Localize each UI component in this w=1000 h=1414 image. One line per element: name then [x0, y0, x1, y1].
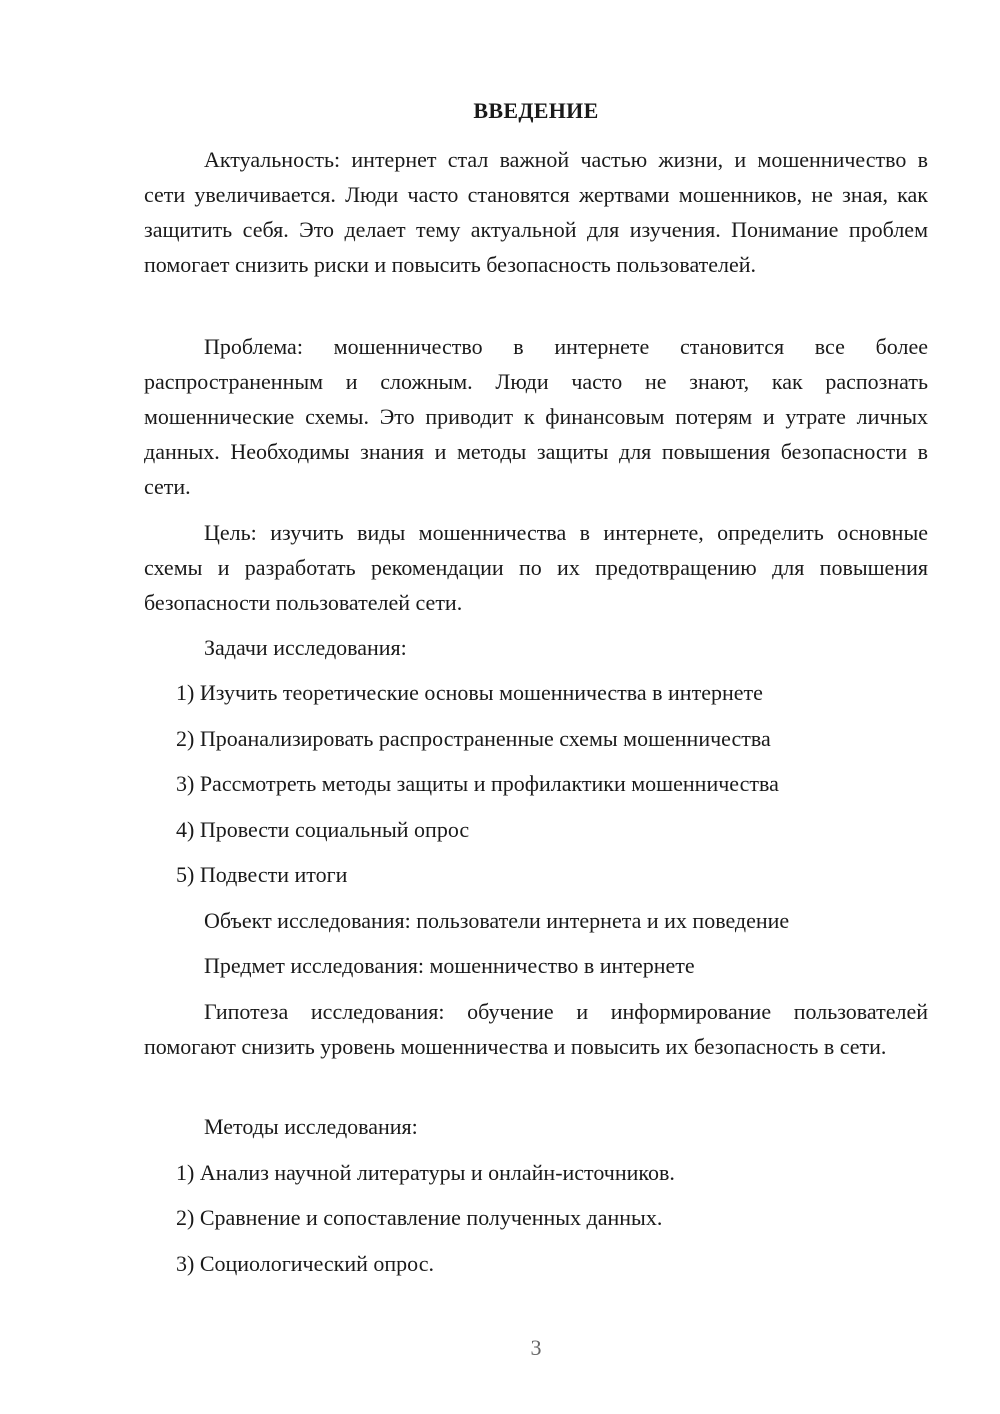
page-number: 3: [530, 1335, 542, 1360]
research-subject: Предмет исследования: мошенничество в интернете: [204, 953, 695, 978]
paragraph-problem: Проблема: мошенничество в интернете становится все более распространенным и сложным. Люди часто не знают, как распознать мошеннические схемы. Это приводит к финансовым потерям и утрате личных данных. Необходимы знания и методы защиты для повышения безопасности в сети.: [144, 334, 928, 499]
task-item: 5) Подвести итоги: [176, 862, 348, 887]
task-item: 4) Провести социальный опрос: [176, 817, 470, 842]
research-object: Объект исследования: пользователи интернета и их поведение: [204, 908, 790, 933]
method-item: 1) Анализ научной литературы и онлайн-источников.: [176, 1160, 675, 1185]
tasks-heading: Задачи исследования:: [204, 635, 407, 660]
task-item: 2) Проанализировать распространенные схемы мошенничества: [176, 726, 771, 751]
methods-heading: Методы исследования:: [204, 1114, 418, 1139]
method-item: 3) Социологический опрос.: [176, 1251, 434, 1276]
paragraph-hypothesis: Гипотеза исследования: обучение и информирование пользователей помогают снизить уровень мошенничества и повысить их безопасность в сети.: [144, 999, 928, 1059]
document-title: ВВЕДЕНИЕ: [473, 98, 599, 123]
method-item: 2) Сравнение и сопоставление полученных данных.: [176, 1205, 663, 1230]
paragraph-goal: Цель: изучить виды мошенничества в интернете, определить основные схемы и разработать рекомендации по их предотвращению для повышения безопасности пользователей сети.: [144, 520, 928, 615]
paragraph-relevance: Актуальность: интернет стал важной частью жизни, и мошенничество в сети увеличивается. Люди часто становятся жертвами мошенников, не зная, как защитить себя. Это делает тему актуальной для изучения. Понимание проблем помогает снизить риски и повысить безопасность пользователей.: [144, 147, 928, 277]
task-item: 3) Рассмотреть методы защиты и профилактики мошенничества: [176, 771, 779, 796]
task-item: 1) Изучить теоретические основы мошенничества в интернете: [176, 680, 763, 705]
